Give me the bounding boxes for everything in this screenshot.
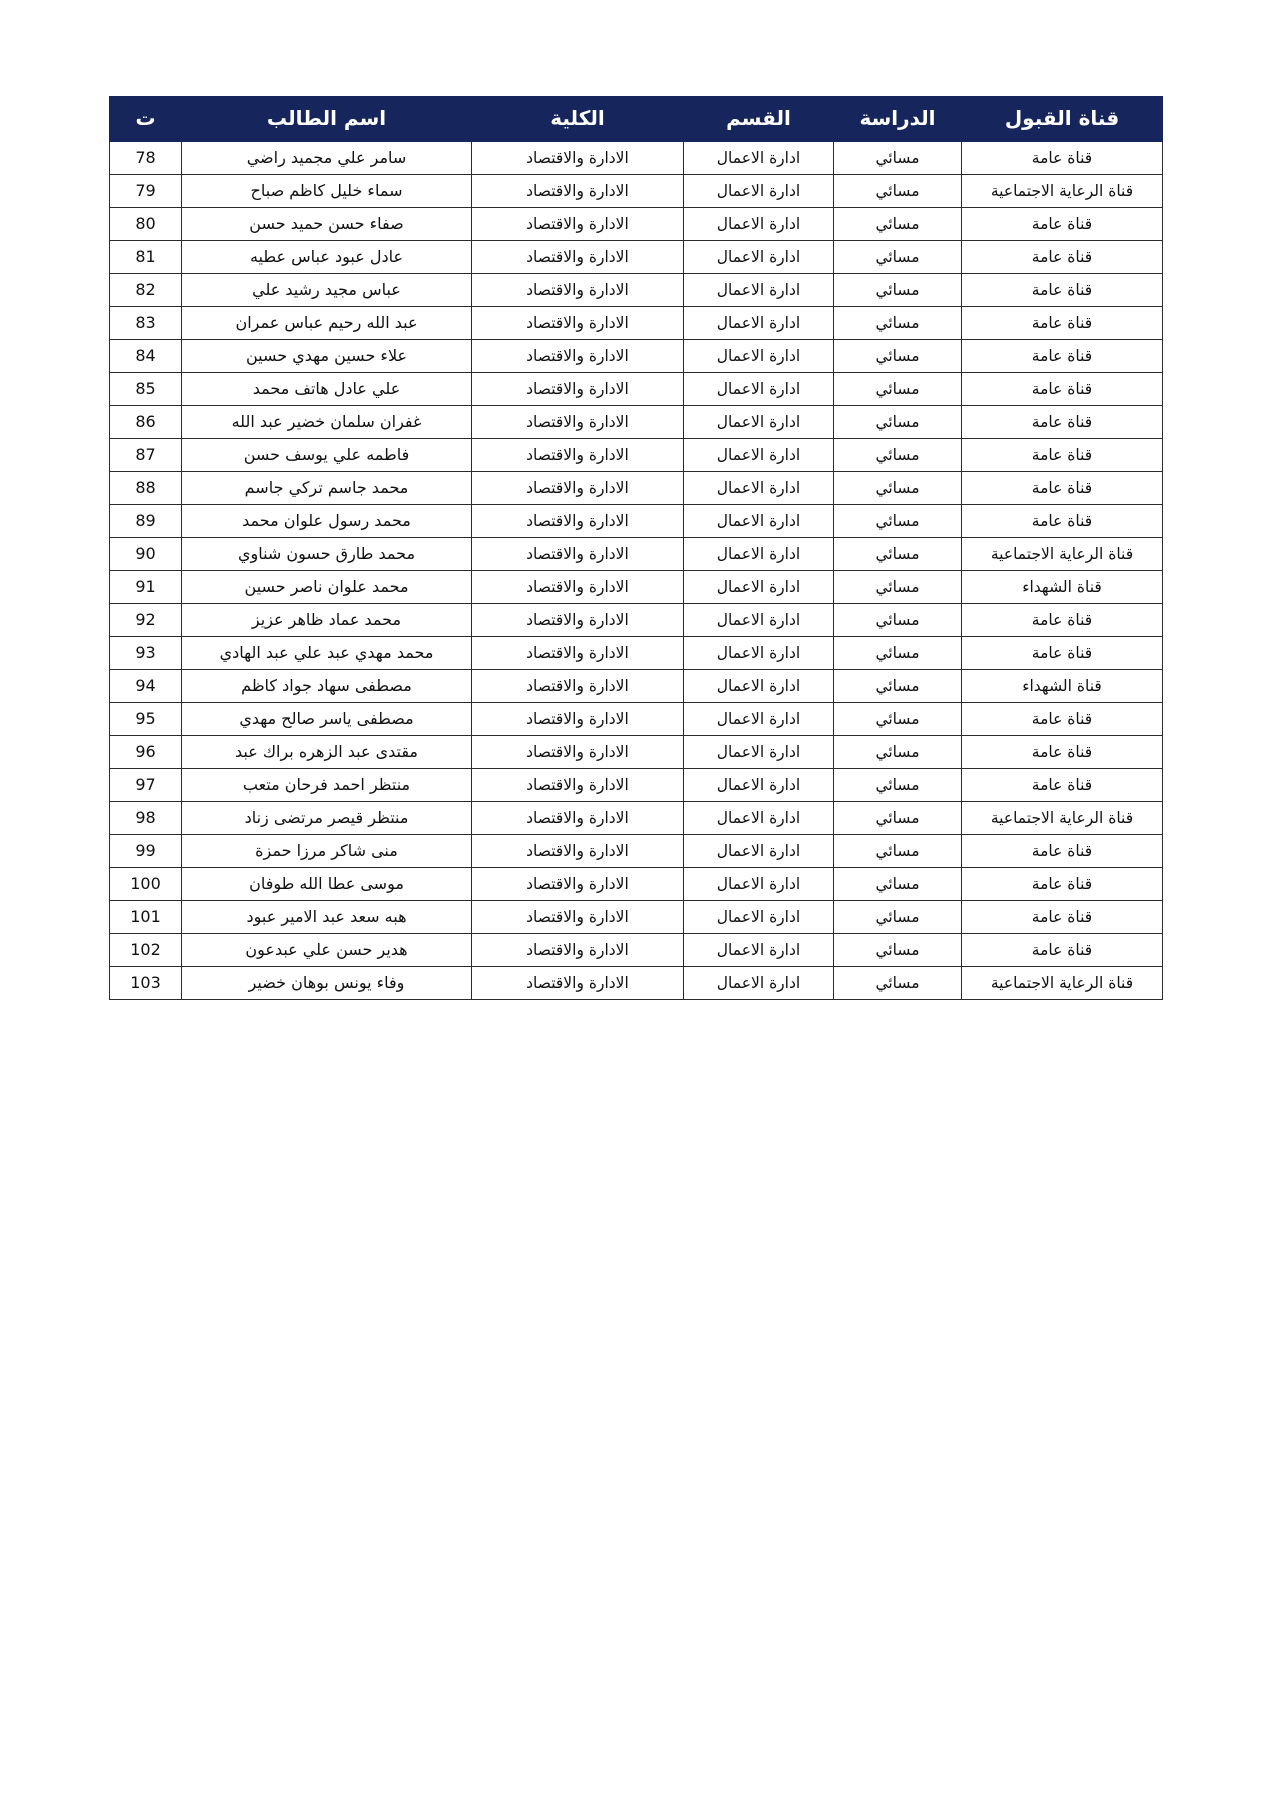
cell-study: مسائي	[834, 307, 962, 340]
cell-department: ادارة الاعمال	[684, 406, 834, 439]
table-row	[110, 670, 1163, 703]
cell-college: الادارة والاقتصاد	[472, 373, 684, 406]
table-row	[110, 835, 1163, 868]
cell-student-name: محمد عماد ظاهر عزيز	[182, 604, 472, 637]
cell-student-name: موسى عطا الله طوفان	[182, 868, 472, 901]
cell-department: ادارة الاعمال	[684, 571, 834, 604]
column-header-channel: قناة القبول	[962, 97, 1163, 142]
cell-department: ادارة الاعمال	[684, 868, 834, 901]
cell-department: ادارة الاعمال	[684, 505, 834, 538]
cell-index: 84	[110, 340, 182, 373]
cell-index: 88	[110, 472, 182, 505]
cell-channel: قناة عامة	[962, 901, 1163, 934]
cell-student-name: مقتدى عبد الزهره براك عبد	[182, 736, 472, 769]
cell-channel: قناة عامة	[962, 406, 1163, 439]
cell-study: مسائي	[834, 406, 962, 439]
cell-college: الادارة والاقتصاد	[472, 736, 684, 769]
table-row	[110, 604, 1163, 637]
cell-index: 96	[110, 736, 182, 769]
cell-channel: قناة عامة	[962, 274, 1163, 307]
table-row	[110, 505, 1163, 538]
cell-study: مسائي	[834, 439, 962, 472]
cell-channel: قناة عامة	[962, 241, 1163, 274]
cell-study: مسائي	[834, 571, 962, 604]
cell-index: 97	[110, 769, 182, 802]
table-body	[110, 142, 1163, 1000]
cell-index: 79	[110, 175, 182, 208]
cell-index: 94	[110, 670, 182, 703]
cell-department: ادارة الاعمال	[684, 472, 834, 505]
cell-student-name: سامر علي مجميد راضي	[182, 142, 472, 175]
cell-college: الادارة والاقتصاد	[472, 175, 684, 208]
table-header	[110, 97, 1163, 142]
cell-study: مسائي	[834, 472, 962, 505]
cell-study: مسائي	[834, 637, 962, 670]
cell-channel: قناة الشهداء	[962, 670, 1163, 703]
cell-study: مسائي	[834, 274, 962, 307]
cell-department: ادارة الاعمال	[684, 736, 834, 769]
table-header-row	[110, 97, 1163, 142]
table-row	[110, 538, 1163, 571]
cell-student-name: مصطفى ياسر صالح مهدي	[182, 703, 472, 736]
cell-index: 102	[110, 934, 182, 967]
cell-student-name: فاطمه علي يوسف حسن	[182, 439, 472, 472]
cell-study: مسائي	[834, 538, 962, 571]
cell-channel: قناة عامة	[962, 604, 1163, 637]
cell-index: 100	[110, 868, 182, 901]
cell-student-name: عبد الله رحيم عباس عمران	[182, 307, 472, 340]
cell-department: ادارة الاعمال	[684, 637, 834, 670]
cell-student-name: منتظر قيصر مرتضى زناد	[182, 802, 472, 835]
cell-college: الادارة والاقتصاد	[472, 274, 684, 307]
cell-index: 85	[110, 373, 182, 406]
cell-study: مسائي	[834, 142, 962, 175]
cell-student-name: علاء حسين مهدي حسين	[182, 340, 472, 373]
table-row	[110, 241, 1163, 274]
cell-college: الادارة والاقتصاد	[472, 802, 684, 835]
cell-study: مسائي	[834, 340, 962, 373]
cell-college: الادارة والاقتصاد	[472, 670, 684, 703]
cell-college: الادارة والاقتصاد	[472, 538, 684, 571]
cell-student-name: محمد علوان ناصر حسين	[182, 571, 472, 604]
cell-index: 103	[110, 967, 182, 1000]
cell-index: 82	[110, 274, 182, 307]
table-row	[110, 208, 1163, 241]
cell-channel: قناة عامة	[962, 439, 1163, 472]
cell-index: 80	[110, 208, 182, 241]
cell-department: ادارة الاعمال	[684, 373, 834, 406]
cell-college: الادارة والاقتصاد	[472, 967, 684, 1000]
cell-index: 92	[110, 604, 182, 637]
table-row	[110, 967, 1163, 1000]
cell-channel: قناة عامة	[962, 769, 1163, 802]
cell-department: ادارة الاعمال	[684, 934, 834, 967]
cell-study: مسائي	[834, 901, 962, 934]
cell-college: الادارة والاقتصاد	[472, 769, 684, 802]
cell-student-name: سماء خليل كاظم صباح	[182, 175, 472, 208]
table-row	[110, 868, 1163, 901]
cell-college: الادارة والاقتصاد	[472, 868, 684, 901]
cell-study: مسائي	[834, 175, 962, 208]
cell-channel: قناة عامة	[962, 373, 1163, 406]
cell-department: ادارة الاعمال	[684, 967, 834, 1000]
cell-study: مسائي	[834, 703, 962, 736]
cell-college: الادارة والاقتصاد	[472, 703, 684, 736]
table-row	[110, 736, 1163, 769]
cell-index: 101	[110, 901, 182, 934]
cell-channel: قناة الرعاية الاجتماعية	[962, 175, 1163, 208]
cell-channel: قناة عامة	[962, 835, 1163, 868]
cell-index: 86	[110, 406, 182, 439]
table-row	[110, 373, 1163, 406]
cell-student-name: هبه سعد عبد الامير عبود	[182, 901, 472, 934]
cell-student-name: منى شاكر مرزا حمزة	[182, 835, 472, 868]
cell-student-name: محمد طارق حسون شناوي	[182, 538, 472, 571]
cell-college: الادارة والاقتصاد	[472, 340, 684, 373]
cell-department: ادارة الاعمال	[684, 703, 834, 736]
cell-study: مسائي	[834, 505, 962, 538]
column-header-department: القسم	[684, 97, 834, 142]
cell-department: ادارة الاعمال	[684, 802, 834, 835]
cell-department: ادارة الاعمال	[684, 241, 834, 274]
cell-college: الادارة والاقتصاد	[472, 901, 684, 934]
cell-index: 83	[110, 307, 182, 340]
table-row	[110, 934, 1163, 967]
table-row	[110, 802, 1163, 835]
cell-study: مسائي	[834, 736, 962, 769]
cell-college: الادارة والاقتصاد	[472, 142, 684, 175]
cell-study: مسائي	[834, 934, 962, 967]
column-header-study: الدراسة	[834, 97, 962, 142]
cell-student-name: عباس مجيد رشيد علي	[182, 274, 472, 307]
cell-student-name: مصطفى سهاد جواد كاظم	[182, 670, 472, 703]
table-row	[110, 571, 1163, 604]
cell-study: مسائي	[834, 373, 962, 406]
cell-department: ادارة الاعمال	[684, 142, 834, 175]
cell-department: ادارة الاعمال	[684, 274, 834, 307]
cell-student-name: محمد جاسم تركي جاسم	[182, 472, 472, 505]
cell-index: 89	[110, 505, 182, 538]
table-row	[110, 274, 1163, 307]
cell-index: 81	[110, 241, 182, 274]
cell-student-name: صفاء حسن حميد حسن	[182, 208, 472, 241]
cell-index: 87	[110, 439, 182, 472]
cell-study: مسائي	[834, 868, 962, 901]
column-header-index: ت	[110, 97, 182, 142]
cell-student-name: وفاء يونس بوهان خضير	[182, 967, 472, 1000]
cell-channel: قناة الرعاية الاجتماعية	[962, 538, 1163, 571]
cell-student-name: غفران سلمان خضير عبد الله	[182, 406, 472, 439]
cell-college: الادارة والاقتصاد	[472, 406, 684, 439]
cell-department: ادارة الاعمال	[684, 307, 834, 340]
cell-college: الادارة والاقتصاد	[472, 934, 684, 967]
table-row	[110, 637, 1163, 670]
cell-index: 78	[110, 142, 182, 175]
cell-college: الادارة والاقتصاد	[472, 571, 684, 604]
table-row	[110, 142, 1163, 175]
cell-college: الادارة والاقتصاد	[472, 472, 684, 505]
cell-student-name: هدير حسن علي عبدعون	[182, 934, 472, 967]
cell-department: ادارة الاعمال	[684, 901, 834, 934]
cell-college: الادارة والاقتصاد	[472, 505, 684, 538]
cell-channel: قناة عامة	[962, 934, 1163, 967]
cell-index: 93	[110, 637, 182, 670]
column-header-college: الكلية	[472, 97, 684, 142]
cell-college: الادارة والاقتصاد	[472, 439, 684, 472]
cell-college: الادارة والاقتصاد	[472, 307, 684, 340]
table-row	[110, 439, 1163, 472]
cell-college: الادارة والاقتصاد	[472, 241, 684, 274]
cell-department: ادارة الاعمال	[684, 670, 834, 703]
cell-student-name: عادل عبود عباس عطيه	[182, 241, 472, 274]
cell-channel: قناة عامة	[962, 868, 1163, 901]
cell-student-name: منتظر احمد فرحان متعب	[182, 769, 472, 802]
table-row	[110, 340, 1163, 373]
cell-channel: قناة عامة	[962, 340, 1163, 373]
table-row	[110, 406, 1163, 439]
column-header-student-name: اسم الطالب	[182, 97, 472, 142]
cell-student-name: محمد رسول علوان محمد	[182, 505, 472, 538]
cell-department: ادارة الاعمال	[684, 175, 834, 208]
cell-college: الادارة والاقتصاد	[472, 208, 684, 241]
cell-study: مسائي	[834, 835, 962, 868]
cell-channel: قناة الرعاية الاجتماعية	[962, 802, 1163, 835]
table-row	[110, 901, 1163, 934]
cell-department: ادارة الاعمال	[684, 208, 834, 241]
cell-channel: قناة الشهداء	[962, 571, 1163, 604]
cell-college: الادارة والاقتصاد	[472, 835, 684, 868]
cell-college: الادارة والاقتصاد	[472, 637, 684, 670]
cell-college: الادارة والاقتصاد	[472, 604, 684, 637]
cell-channel: قناة عامة	[962, 736, 1163, 769]
table-row	[110, 769, 1163, 802]
table-row	[110, 307, 1163, 340]
cell-channel: قناة عامة	[962, 208, 1163, 241]
cell-channel: قناة الرعاية الاجتماعية	[962, 967, 1163, 1000]
cell-index: 99	[110, 835, 182, 868]
cell-department: ادارة الاعمال	[684, 340, 834, 373]
cell-index: 90	[110, 538, 182, 571]
cell-channel: قناة عامة	[962, 703, 1163, 736]
table-row	[110, 472, 1163, 505]
cell-index: 95	[110, 703, 182, 736]
cell-department: ادارة الاعمال	[684, 439, 834, 472]
cell-channel: قناة عامة	[962, 505, 1163, 538]
students-table	[109, 96, 1163, 1000]
table-row	[110, 703, 1163, 736]
cell-student-name: محمد مهدي عبد علي عبد الهادي	[182, 637, 472, 670]
cell-study: مسائي	[834, 802, 962, 835]
cell-channel: قناة عامة	[962, 142, 1163, 175]
cell-department: ادارة الاعمال	[684, 835, 834, 868]
cell-study: مسائي	[834, 967, 962, 1000]
cell-channel: قناة عامة	[962, 307, 1163, 340]
cell-study: مسائي	[834, 769, 962, 802]
cell-study: مسائي	[834, 208, 962, 241]
cell-channel: قناة عامة	[962, 637, 1163, 670]
cell-study: مسائي	[834, 670, 962, 703]
cell-study: مسائي	[834, 241, 962, 274]
table-row	[110, 175, 1163, 208]
cell-study: مسائي	[834, 604, 962, 637]
cell-index: 91	[110, 571, 182, 604]
cell-student-name: علي عادل هاتف محمد	[182, 373, 472, 406]
cell-department: ادارة الاعمال	[684, 769, 834, 802]
cell-department: ادارة الاعمال	[684, 604, 834, 637]
cell-index: 98	[110, 802, 182, 835]
cell-department: ادارة الاعمال	[684, 538, 834, 571]
cell-channel: قناة عامة	[962, 472, 1163, 505]
